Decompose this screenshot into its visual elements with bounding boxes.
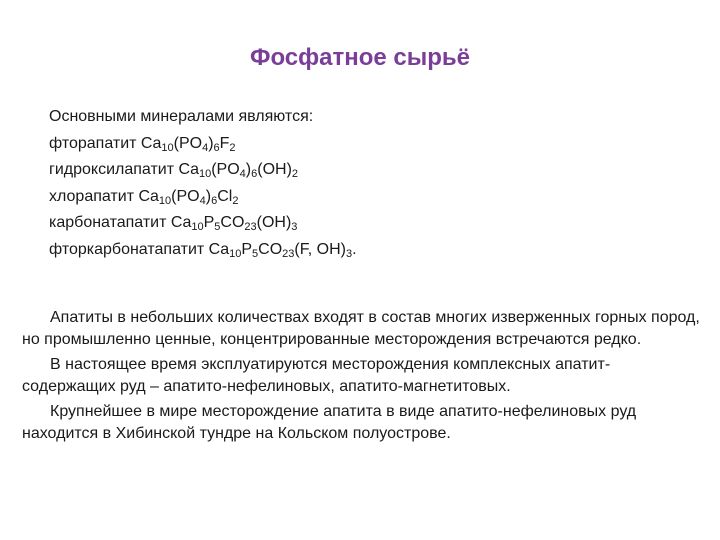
formula-subscript: 3 bbox=[345, 247, 353, 260]
formula-subscript: 2 bbox=[291, 168, 299, 180]
formula-subscript: 10 bbox=[229, 247, 242, 260]
mineral-formula: $Ca_{10}P_5CO_{23}(F$, $OH)_3$. bbox=[208, 240, 357, 260]
minerals-list bbox=[49, 104, 689, 263]
mineral-name: фторапатит bbox=[49, 134, 141, 152]
body-text bbox=[22, 307, 702, 448]
formula-subscript: 6 bbox=[213, 141, 220, 154]
mineral-name: хлорапатит bbox=[49, 187, 139, 205]
formula-subscript: 2 bbox=[229, 141, 236, 154]
formula-subscript: 5 bbox=[252, 247, 259, 260]
mineral-name: карбонатапатит bbox=[49, 214, 171, 231]
paragraph-khibiny: Крупнейшее в мире месторождение апатита в виде апатито-нефелиновых руд находится в Хибинской тундре на Кольском полуострове. bbox=[22, 403, 637, 442]
formula-subscript: 6 bbox=[251, 168, 258, 180]
formula-subscript: 10 bbox=[158, 194, 172, 207]
mineral-formula: $Ca_{10}(PO_4)_6Cl_2$ bbox=[138, 187, 239, 207]
formula-subscript: 4 bbox=[239, 168, 246, 180]
formula-subscript: 4 bbox=[199, 194, 206, 207]
mineral-name: гидроксилапатит bbox=[49, 161, 179, 178]
formula-subscript: 6 bbox=[211, 194, 218, 207]
formula-subscript: 23 bbox=[244, 221, 257, 233]
mineral-item bbox=[49, 157, 689, 184]
formula-subscript: 2 bbox=[232, 194, 239, 207]
slide-title: Фосфатное сырьё bbox=[249, 44, 471, 71]
mineral-name: фторкарбонатапатит bbox=[49, 240, 209, 258]
mineral-formula: $Ca_{10}P_5CO_{23}(OH)_3$ bbox=[170, 214, 298, 233]
formula-subscript: 3 bbox=[291, 221, 298, 233]
formula-subscript: 4 bbox=[202, 141, 209, 154]
minerals-intro: Основными минералами являются: bbox=[49, 108, 314, 125]
mineral-item bbox=[49, 184, 689, 211]
mineral-formula: $Ca_{10}(PO_4)_6F_2$ bbox=[140, 134, 236, 154]
formula-subscript: 10 bbox=[191, 221, 204, 233]
formula-subscript: 23 bbox=[282, 247, 295, 260]
mineral-item bbox=[49, 131, 689, 158]
mineral-item bbox=[49, 237, 689, 264]
mineral-item bbox=[49, 210, 689, 237]
mineral-formula: $Ca_{10}(PO_4)_6(OH)_2$ bbox=[178, 161, 299, 180]
formula-subscript: 10 bbox=[161, 141, 174, 154]
formula-subscript: 5 bbox=[214, 221, 221, 233]
paragraph-deposits: В настоящее время эксплуатируются месторождения комплексных апатит-содержащих руд – апатито-нефелиновых, апатито-магнетитовых. bbox=[22, 356, 611, 395]
paragraph-apatites: Апатиты в небольших количествах входят в состав многих изверженных горных пород, но промышленно ценные, концентрированные месторождения встречаются редко. bbox=[22, 309, 700, 348]
formula-subscript: 10 bbox=[198, 168, 212, 180]
